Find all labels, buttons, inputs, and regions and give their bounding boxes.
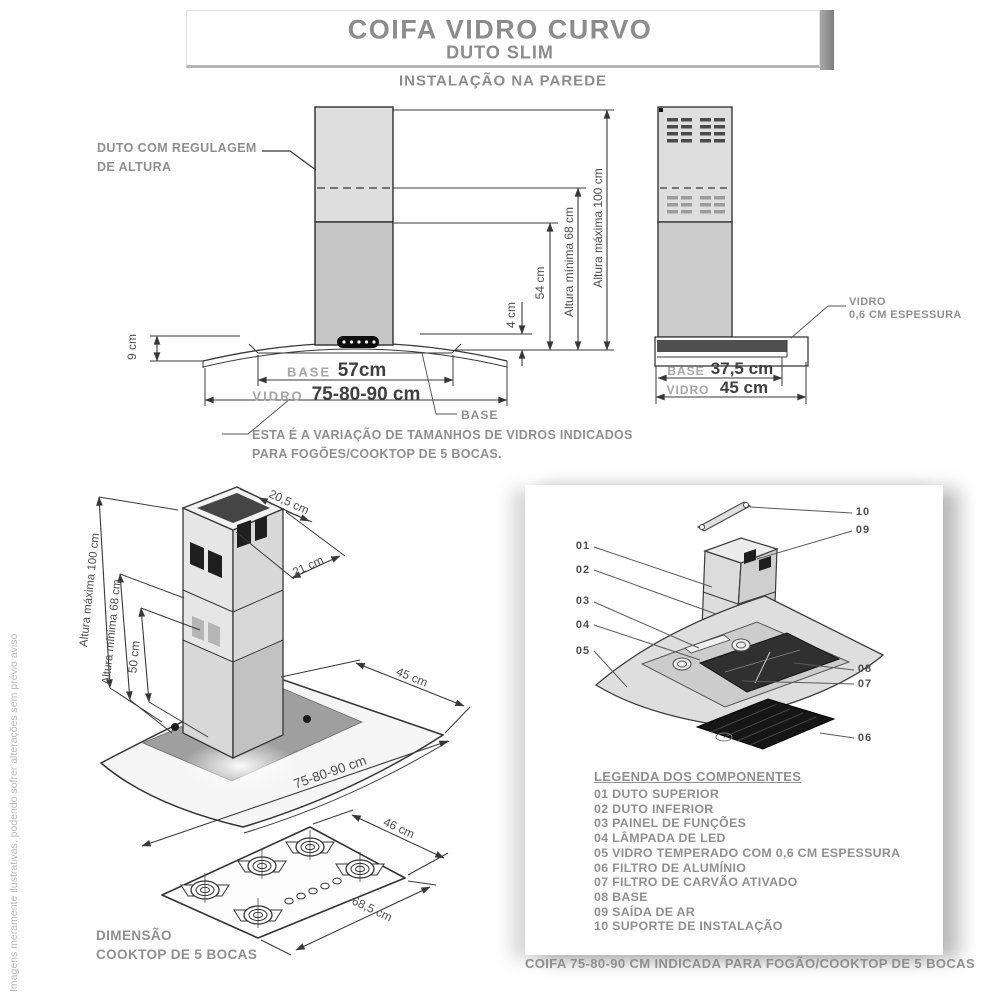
legend-item-01: 01 DUTO SUPERIOR: [594, 787, 720, 801]
cooktop-label-1: DIMENSÃO: [96, 928, 172, 943]
glass-thickness-label-2: 0,6 CM ESPESSURA: [849, 309, 962, 321]
duct-adjust-label-1: DUTO COM REGULAGEM: [97, 141, 257, 155]
base-callout-label: BASE: [461, 408, 499, 422]
components-legend: [594, 769, 900, 934]
legend-item-02: 02 DUTO INFERIOR: [594, 801, 714, 816]
dim-9cm: 9 cm: [125, 333, 139, 361]
legend-item-07: 07 FILTRO DE CARVÃO ATIVADO: [594, 875, 798, 890]
side-base-value: 37,5 cm: [710, 359, 774, 378]
iso-dim-45cm: 45 cm: [394, 664, 430, 690]
page-subtitle-model: DUTO SLIM: [446, 42, 554, 63]
dim-altura-maxima: Altura máxima 100 cm: [591, 168, 605, 288]
iso-dim-50cm: 50 cm: [125, 640, 143, 674]
dim-vidro-label: VIDRO: [252, 388, 304, 404]
cooktop-dim-685cm: 68,5 cm: [349, 893, 395, 925]
callout-10: 10: [855, 506, 871, 518]
iso-dim-width: 75-80-90 cm: [291, 752, 369, 792]
glass-note-line1: ESTA É A VARIAÇÃO DE TAMANHOS DE VIDROS INDICADOS: [252, 428, 633, 442]
callout-01: 01: [575, 540, 591, 552]
iso-altura-minima: Altura mínima 68 cm: [100, 578, 124, 686]
legend-item-05: 05 VIDRO TEMPERADO COM 0,6 CM ESPESSURA: [594, 845, 901, 860]
watermark-note: Imagens meramente ilustrativas, podendo sofrer alterações sem prévio aviso: [8, 633, 20, 992]
callout-06: 06: [857, 732, 873, 744]
callout-07: 07: [857, 678, 873, 690]
iso-dim-21cm: 21 cm: [290, 552, 326, 580]
dim-vidro-value: 75-80-90 cm: [311, 384, 421, 405]
side-vidro-label: VIDRO: [666, 383, 710, 397]
legend-item-08: 08 BASE: [594, 889, 648, 904]
callout-09: 09: [855, 524, 871, 536]
legend-item-09: 09 SAÍDA DE AR: [594, 904, 696, 919]
legend-item-10: 10 SUPORTE DE INSTALAÇÃO: [594, 919, 783, 934]
bottom-caption: COIFA 75-80-90 CM INDICADA PARA FOGÃO/COOKTOP DE 5 BOCAS: [525, 956, 976, 971]
dim-base-label: BASE: [286, 364, 332, 380]
dim-4cm: 4 cm: [504, 301, 518, 329]
iso-dim-205cm: 20,5 cm: [266, 486, 312, 518]
dim-base-value: 57cm: [337, 360, 387, 381]
callout-02: 02: [575, 564, 591, 576]
callout-05: 05: [575, 645, 591, 657]
side-base-label: BASE: [667, 364, 705, 378]
dim-54cm: 54 cm: [533, 266, 547, 300]
legend-item-04: 04 LÂMPADA DE LED: [594, 831, 726, 846]
callout-08: 08: [857, 663, 873, 675]
dim-altura-minima: Altura mínima 68 cm: [562, 206, 576, 318]
page-title: COIFA VIDRO CURVO: [347, 14, 653, 45]
side-vidro-value: 45 cm: [719, 378, 769, 397]
section-title-installation: INSTALAÇÃO NA PAREDE: [398, 72, 608, 90]
iso-altura-maxima: Altura máxima 100 cm: [78, 532, 102, 648]
glass-note-line2: PARA FOGÕES/COOKTOP DE 5 BOCAS.: [252, 447, 502, 461]
legend-title: LEGENDA DOS COMPONENTES: [594, 769, 802, 784]
callout-03: 03: [575, 595, 591, 607]
callout-04: 04: [575, 619, 591, 631]
duct-adjust-label-2: DE ALTURA: [97, 160, 172, 174]
cooktop-dim-46cm: 46 cm: [381, 814, 417, 842]
glass-thickness-label-1: VIDRO: [849, 296, 886, 308]
cooktop-label-2: COOKTOP DE 5 BOCAS: [96, 947, 258, 962]
legend-item-06: 06 FILTRO DE ALUMÍNIO: [594, 860, 747, 875]
legend-item-03: 03 PAINEL DE FUNÇÕES: [594, 816, 747, 831]
